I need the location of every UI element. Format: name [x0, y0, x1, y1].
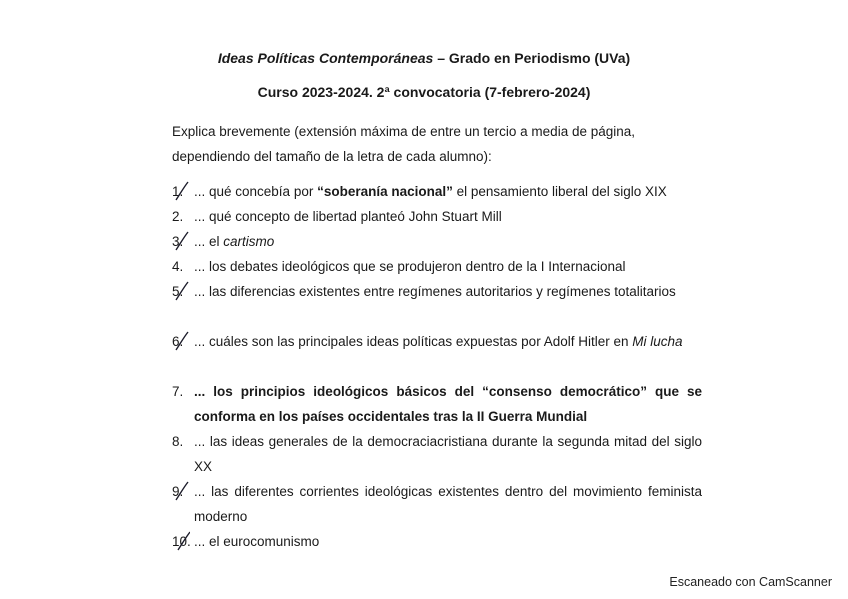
- question-text: [194, 229, 702, 254]
- question-text: ... el eurocomunismo: [194, 534, 320, 549]
- question-text: ... las diferentes corrientes ideológicas existentes dentro del movimiento feminista moderno: [194, 484, 702, 524]
- question-text-italic: Mi lucha: [632, 334, 683, 349]
- question-7: [172, 379, 702, 429]
- question-text-part: ... el: [194, 234, 224, 249]
- question-text: [194, 179, 702, 204]
- question-6: [172, 329, 702, 379]
- question-9: [172, 479, 702, 529]
- degree-name: – Grado en Periodismo (UVa): [433, 50, 631, 66]
- question-number: 6.: [172, 334, 184, 349]
- question-number: 4.: [172, 259, 184, 274]
- question-number: 1.: [172, 184, 184, 199]
- question-4: [172, 254, 702, 279]
- question-1: [172, 179, 702, 204]
- instructions: Explica brevemente (extensión máxima de entre un tercio a media de página, dependiendo del tamaño de la letra de cada alumno):: [172, 124, 636, 164]
- question-2: [172, 204, 702, 229]
- question-text: ... los debates ideológicos que se produjeron dentro de la I Internacional: [194, 259, 626, 274]
- question-text: [194, 329, 702, 354]
- question-10: [172, 529, 702, 554]
- question-text-bold: “soberanía nacional”: [317, 184, 453, 199]
- question-text: ... qué concepto de libertad planteó John Stuart Mill: [194, 209, 502, 224]
- question-8: [172, 429, 702, 479]
- question-text-part: ... qué concebía por: [194, 184, 318, 199]
- question-list: [172, 179, 702, 554]
- question-number: 7.: [172, 384, 184, 399]
- question-text: ... los principios ideológicos básicos del “consenso democrático” que se conforma en los países occidentales tras la II Guerra Mundial: [194, 384, 702, 424]
- question-text: ... las diferencias existentes entre regímenes autoritarios y regímenes totalitarios: [194, 284, 676, 299]
- course-name: Ideas Políticas Contemporáneas: [217, 50, 434, 66]
- document-title: [0, 50, 848, 66]
- question-number: 8.: [172, 434, 184, 449]
- question-3: [172, 229, 702, 254]
- exam-date-line: Curso 2023-2024. 2ª convocatoria (7-febrero-2024): [257, 84, 591, 100]
- question-number: 5.: [172, 284, 184, 299]
- question-text: ... las ideas generales de la democraciacristiana durante la segunda mitad del siglo XX: [194, 434, 702, 474]
- question-text-italic: cartismo: [223, 234, 275, 249]
- question-5: [172, 279, 702, 329]
- question-text-part: ... cuáles son las principales ideas políticas expuestas por Adolf Hitler en: [194, 334, 633, 349]
- question-number: 9.: [172, 484, 184, 499]
- question-text-part: el pensamiento liberal del siglo XIX: [452, 184, 667, 199]
- question-number: 3.: [172, 234, 184, 249]
- scanner-watermark: Escaneado con CamScanner: [669, 575, 832, 589]
- question-number: 10.: [172, 534, 191, 549]
- question-number: 2.: [172, 209, 184, 224]
